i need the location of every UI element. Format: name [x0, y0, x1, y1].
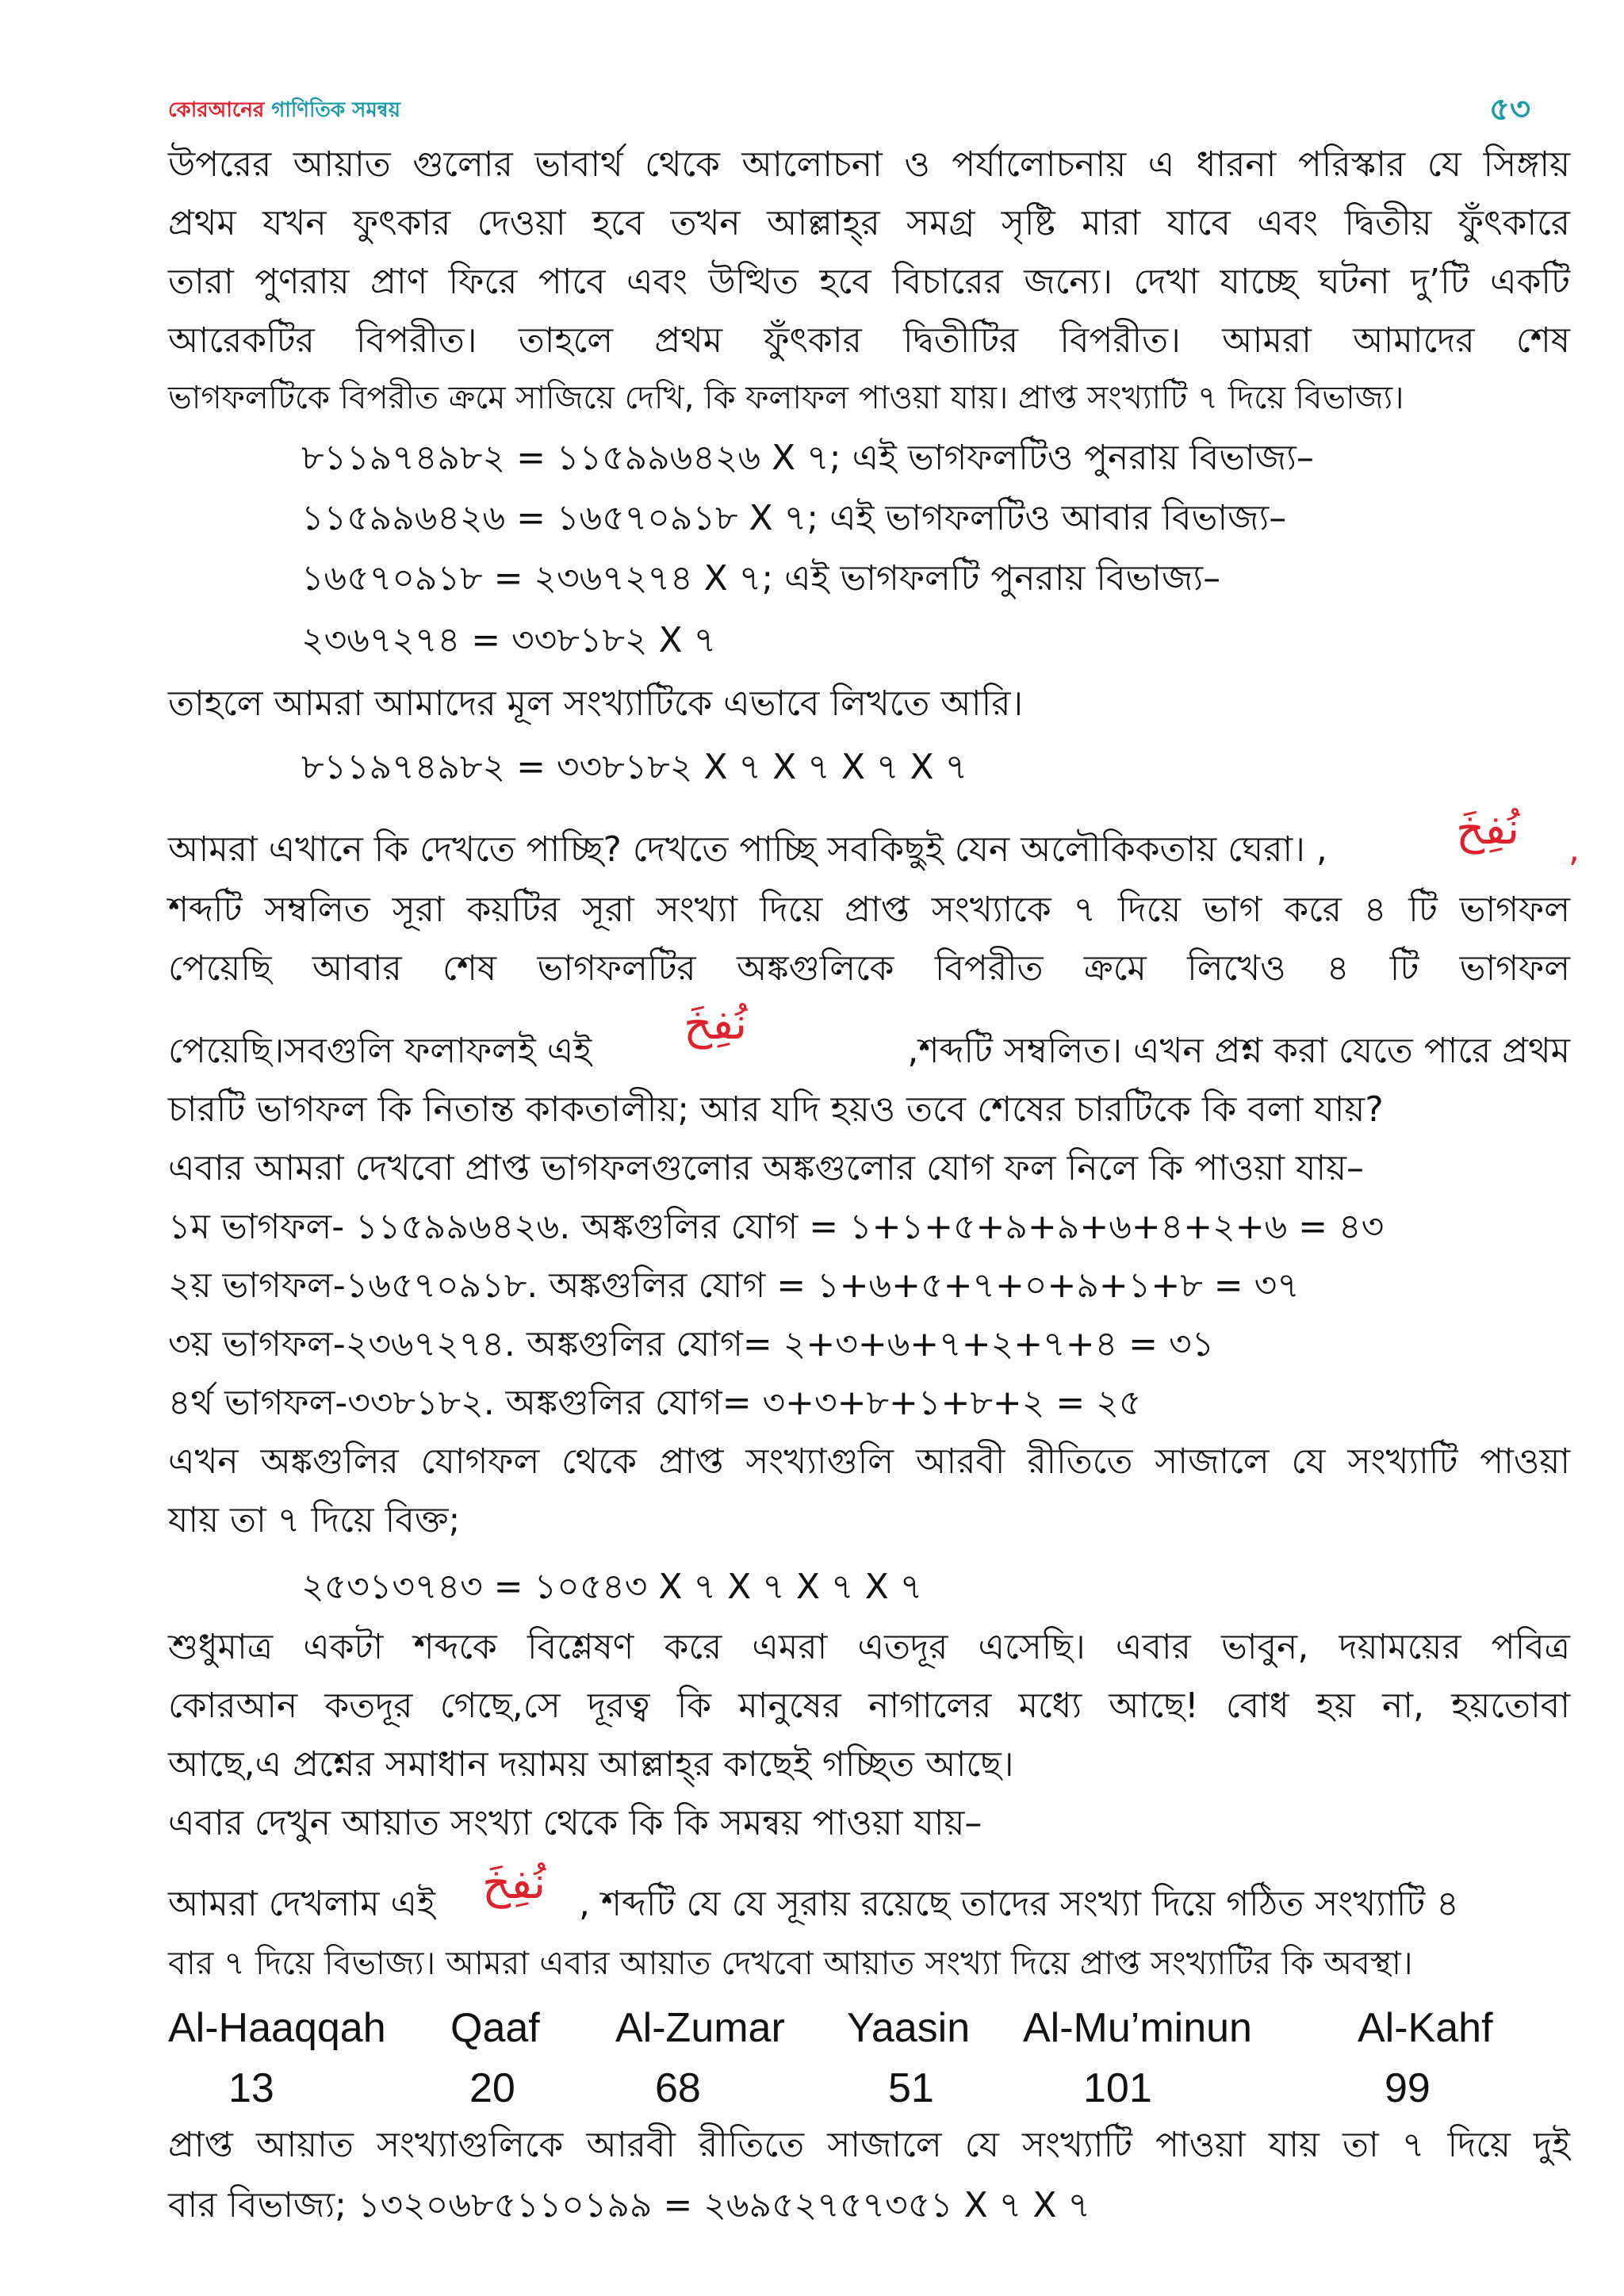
- arabic-word: نُفِخَ: [482, 1858, 546, 1909]
- paragraph-line: এবার আমরা দেখবো প্রাপ্ত ভাগফলগুলোর অঙ্কগুলোর যোগ ফল নিলে কি পাওয়া যায়–: [168, 1148, 1365, 1188]
- paragraph-line: আমরা দেখলাম এই: [168, 1884, 435, 1924]
- arabic-word: نُفِخَ: [1456, 803, 1520, 855]
- paragraph-line: শব্দটি সম্বলিত সূরা কয়টির সূরা সংখ্যা দিয়ে প্রাপ্ত সংখ্যাকে ৭ দিয়ে ভাগ করে ৪ টি ভাগফল: [168, 890, 1570, 930]
- paragraph-line: আছে,এ প্রশ্নের সমাধান দয়াময় আল্লাহ্‌র কাছেই গচ্ছিত আছে।: [168, 1744, 1014, 1785]
- digit-sum-line: ৪র্থ ভাগফল-৩৩৮১৮২. অঙ্কগুলির যোগ= ৩+৩+৮+১+৮+২ = ২৫: [168, 1383, 1142, 1423]
- header-title-part2: গাণিতিক: [271, 98, 346, 122]
- header-title-part1: কোরআনের: [168, 98, 272, 122]
- digit-sum-line: ২য় ভাগফল-১৬৫৭০৯১৮. অঙ্কগুলির যোগ = ১+৬+৫+৭+০+৯+১+৮ = ৩৭: [168, 1265, 1300, 1306]
- ayat-count: 68: [655, 2065, 701, 2111]
- surah-name: Al-Haaqqah: [168, 2005, 386, 2051]
- equation-line: ১৬৫৭০৯১৮ = ২৩৬৭২৭৪ X ৭; এই ভাগফলটি পুনরায় বিভাজ্য–: [301, 558, 1221, 599]
- equation-line: বার বিভাজ্য; ১৩২০৬৮৫১১০১৯৯ = ২৬৯৫২৭৫৭৩৫১ X ৭ X ৭: [168, 2185, 1091, 2225]
- paragraph-line: যায় তা ৭ দিয়ে বিক্ত;: [168, 1500, 461, 1540]
- equation-line: ১১৫৯৯৬৪২৬ = ১৬৫৭০৯১৮ X ৭; এই ভাগফলটিও আবার বিভাজ্য–: [301, 498, 1287, 538]
- ayat-count: 13: [228, 2065, 274, 2111]
- arabic-word: نُفِخَ: [684, 998, 748, 1050]
- surah-name: Qaaf: [450, 2005, 540, 2051]
- paragraph-line: তাহলে আমরা আমাদের মূল সংখ্যাটিকে এভাবে লিখতে আরি।: [168, 683, 1024, 724]
- paragraph-line: , শব্দটি যে যে সূরায় রয়েছে তাদের সংখ্যা দিয়ে গঠিত সংখ্যাটি ৪: [579, 1884, 1459, 1924]
- paragraph-line: আমরা এখানে কি দেখতে পাচ্ছি? দেখতে পাচ্ছি সবকিছুই যেন অলৌকিকতায় ঘেরা। ,: [168, 829, 1327, 870]
- surah-name: Al-Kahf: [1358, 2005, 1493, 2051]
- equation-line: ৮১১৯৭৪৯৮২ = ১১৫৯৯৬৪২৬ X ৭; এই ভাগফলটিও পুনরায় বিভাজ্য–: [301, 438, 1314, 478]
- ayat-count: 20: [469, 2065, 515, 2111]
- paragraph-line: ভাগফলটিকে বিপরীত ক্রমে সাজিয়ে দেখি, কি ফলাফল পাওয়া যায়। প্রাপ্ত সংখ্যাটি ৭ দিয়ে বিভাজ্য।: [168, 380, 1404, 416]
- digit-sum-line: ৩য় ভাগফল-২৩৬৭২৭৪. অঙ্কগুলির যোগ= ২+৩+৬+৭+২+৭+৪ = ৩১: [168, 1324, 1215, 1364]
- paragraph-line: পেয়েছি।সবগুলি ফলাফলই এই: [168, 1031, 592, 1071]
- paragraph-line: আরেকটির বিপরীত। তাহলে প্রথম ফুঁৎকার দ্বিতীটির বিপরীত। আমরা আমাদের শেষ: [168, 320, 1570, 361]
- paragraph-line: বার ৭ দিয়ে বিভাজ্য। আমরা এবার আয়াত দেখবো আয়াত সংখ্যা দিয়ে প্রাপ্ত সংখ্যাটির কি অবস্থা।: [168, 1944, 1413, 1982]
- paragraph-line: উপরের আয়াত গুলোর ভাবার্থ থেকে আলোচনা ও পর্যালোচনায় এ ধারনা পরিস্কার যে সিঙ্গায়: [168, 144, 1570, 185]
- equation-line: ২৩৬৭২৭৪ = ৩৩৮১৮২ X ৭: [301, 620, 717, 660]
- paragraph-line: পেয়েছি আবার শেষ ভাগফলটির অঙ্কগুলিকে বিপরীত ক্রমে লিখেও ৪ টি ভাগফল: [168, 948, 1570, 989]
- paragraph-line: শুধুমাত্র একটা শব্দকে বিশ্লেষণ করে এমরা এতদূর এসেছি। এবার ভাবুন, দয়াময়ের পবিত্র: [168, 1627, 1570, 1667]
- ayat-count: 101: [1083, 2065, 1152, 2111]
- page-number: ৫৩: [1489, 91, 1530, 128]
- paragraph-line: কোরআন কতদূর গেছে,সে দূরত্ব কি মানুষের নাগালের মধ্যে আছে! বোধ হয় না, হয়তোবা: [168, 1686, 1570, 1726]
- equation-line: ৮১১৯৭৪৯৮২ = ৩৩৮১৮২ X ৭ X ৭ X ৭ X ৭: [301, 747, 968, 787]
- surah-name: Al-Mu’minun: [1023, 2005, 1252, 2051]
- running-header: [168, 94, 400, 128]
- paragraph-line: এবার দেখুন আয়াত সংখ্যা থেকে কি কি সমন্বয় পাওয়া যায়–: [168, 1803, 982, 1843]
- header-title-part3: সমন্বয়: [345, 98, 400, 122]
- ayat-count: 99: [1385, 2065, 1431, 2111]
- paragraph-line: তারা পুণরায় প্রাণ ফিরে পাবে এবং উত্থিত হবে বিচারের জন্যে। দেখা যাচ্ছে ঘটনা দু’টি একটি: [168, 262, 1570, 302]
- paragraph-line: প্রাপ্ত আয়াত সংখ্যাগুলিকে আরবী রীতিতে সাজালে যে সংখ্যাটি পাওয়া যায় তা ৭ দিয়ে দুই: [168, 2125, 1570, 2165]
- punctuation: ,: [1568, 829, 1580, 870]
- paragraph-line: এখন অঙ্কগুলির যোগফল থেকে প্রাপ্ত সংখ্যাগুলি আরবী রীতিতে সাজালে যে সংখ্যাটি পাওয়া: [168, 1441, 1570, 1482]
- ayat-count: 51: [888, 2065, 934, 2111]
- surah-name: Yaasin: [847, 2005, 971, 2051]
- paragraph-line: চারটি ভাগফল কি নিতান্ত কাকতালীয়; আর যদি হয়ও তবে শেষের চারটিকে কি বলা যায়?: [168, 1089, 1384, 1130]
- equation-line: ২৫৩১৩৭৪৩ = ১০৫৪৩ X ৭ X ৭ X ৭ X ৭: [301, 1567, 923, 1607]
- paragraph-line: ,শব্দটি সম্বলিত। এখন প্রশ্ন করা যেতে পারে প্রথম: [907, 1031, 1570, 1071]
- paragraph-line: প্রথম যখন ফুৎকার দেওয়া হবে তখন আল্লাহ্‌র সমগ্র সৃষ্টি মারা যাবে এবং দ্বিতীয় ফুঁৎকারে: [168, 203, 1570, 243]
- digit-sum-line: ১ম ভাগফল- ১১৫৯৯৬৪২৬. অঙ্কগুলির যোগ = ১+১+৫+৯+৯+৬+৪+২+৬ = ৪৩: [168, 1207, 1385, 1247]
- surah-name: Al-Zumar: [615, 2005, 785, 2051]
